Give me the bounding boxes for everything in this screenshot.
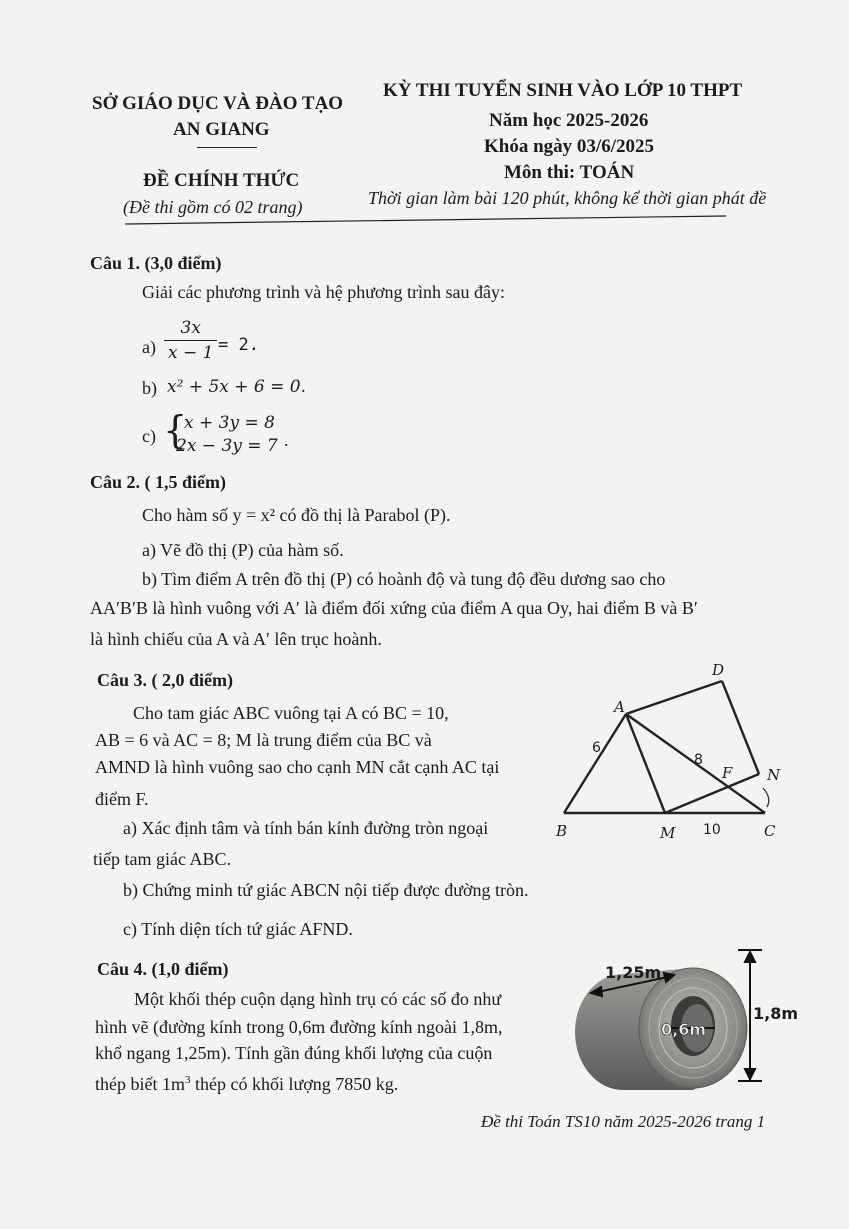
width-label: 1,25m	[605, 963, 662, 982]
q3-line4: điểm F.	[95, 789, 149, 809]
q1-c-end: .	[284, 430, 289, 450]
page-footer: Đề thi Toán TS10 năm 2025-2026 trang 1	[481, 1112, 766, 1131]
q3-b: b) Chứng minh tứ giác ABCN nội tiếp được đường tròn.	[123, 880, 529, 900]
q1-a-rhs: = 2.	[218, 335, 259, 355]
segment-nd	[722, 681, 759, 774]
pen-mark	[763, 788, 769, 807]
q4-line4-exponent: 3	[184, 1074, 191, 1086]
q4-line2: hình vẽ (đường kính trong 0,6m đường kính ngoài 1,8m,	[95, 1017, 503, 1037]
outer-arrow-head-top	[745, 952, 755, 962]
q3-a-line2: tiếp tam giác ABC.	[93, 849, 231, 869]
q1-a-fraction	[164, 318, 217, 363]
q4-line3: khổ ngang 1,25m). Tính gần đúng khối lượng của cuộn	[95, 1043, 493, 1063]
label-c: C	[764, 822, 776, 840]
q1-c-eq2: 2x − 3y = 7	[176, 436, 278, 456]
exam-title: KỲ THI TUYỂN SINH VÀO LỚP 10 THPT	[383, 80, 743, 101]
q1-intro: Giải các phương trình và hệ phương trình sau đây:	[142, 282, 505, 302]
official-label: ĐỀ CHÍNH THỨC	[143, 170, 300, 191]
q1-title: Câu 1. (3,0 điểm)	[90, 253, 222, 273]
q4-title: Câu 4. (1,0 điểm)	[97, 959, 229, 979]
q2-title: Câu 2. ( 1,5 điểm)	[90, 472, 226, 492]
segment-mn	[665, 774, 759, 813]
q2-b-line1: b) Tìm điểm A trên đồ thị (P) có hoành độ và tung độ đều dương sao cho	[142, 569, 666, 589]
q2-a: a) Vẽ đồ thị (P) của hàm số.	[142, 540, 344, 560]
label-n: N	[767, 766, 781, 784]
outer-diameter-label: 1,8m	[753, 1004, 799, 1023]
q2-b-line2: AA′B′B là hình vuông với A′ là điểm đối xứng của điểm A qua Oy, hai điểm B và B′	[90, 598, 698, 618]
system-brace: {	[163, 408, 188, 452]
q2-b-line3: là hình chiếu của A và A′ lên trục hoành.	[90, 629, 382, 649]
header-rule	[0, 0, 849, 240]
label-b: B	[556, 822, 568, 840]
q1-c-eq1: x + 3y = 8	[184, 413, 275, 433]
outer-arrow-head-bottom	[745, 1069, 755, 1079]
q1-b-expr: x² + 5x + 6 = 0.	[167, 377, 306, 397]
length-ab: 6	[592, 740, 601, 756]
q1-a-numerator: 3x	[164, 318, 217, 341]
pages-note: (Đề thi gồm có 02 trang)	[123, 197, 303, 217]
length-bc: 10	[703, 822, 721, 838]
duration: Thời gian làm bài 120 phút, không kể thời gian phát đề	[368, 188, 767, 208]
q3-line3: AMND là hình vuông sao cho cạnh MN cắt cạnh AC tại	[95, 757, 500, 777]
q1-a-denominator: x − 1	[168, 343, 214, 363]
q4-line4-rest: thép có khối lượng 7850 kg.	[190, 1074, 399, 1094]
q3-a-line1: a) Xác định tâm và tính bán kính đường tròn ngoại	[123, 818, 489, 838]
q4-line4	[95, 1074, 398, 1095]
label-f: F	[722, 764, 733, 782]
q3-line1: Cho tam giác ABC vuông tại A có BC = 10,	[133, 703, 449, 723]
q2-intro: Cho hàm số y = x² có đồ thị là Parabol (P).	[142, 505, 451, 525]
length-ac: 8	[694, 752, 703, 768]
q3-line2: AB = 6 và AC = 8; M là trung điểm của BC và	[95, 730, 432, 750]
label-m: M	[660, 824, 676, 842]
label-d: D	[712, 661, 725, 679]
q1-c-label: c)	[142, 426, 156, 446]
segment-da	[626, 681, 722, 714]
q3-title: Câu 3. ( 2,0 điểm)	[97, 670, 233, 690]
q4-line4-text: thép biết 1m	[95, 1074, 185, 1094]
subject: Môn thi: TOÁN	[504, 162, 635, 183]
inner-diameter-label: 0,6m	[661, 1020, 707, 1039]
province-name: AN GIANG	[173, 119, 270, 140]
exam-date: Khóa ngày 03/6/2025	[484, 136, 654, 157]
q3-c: c) Tính diện tích tứ giác AFND.	[123, 919, 353, 939]
steel-coil-figure	[575, 940, 805, 1090]
label-a: A	[614, 698, 625, 716]
department-name: SỞ GIÁO DỤC VÀ ĐÀO TẠO	[92, 93, 344, 114]
q4-line1: Một khối thép cuộn dạng hình trụ có các số đo như	[134, 989, 502, 1009]
school-year: Năm học 2025-2026	[489, 110, 649, 131]
triangle-square-figure	[550, 660, 790, 860]
q1-a-label: a)	[142, 337, 156, 357]
q1-b-label: b)	[142, 378, 157, 398]
segment-ab	[564, 714, 626, 813]
